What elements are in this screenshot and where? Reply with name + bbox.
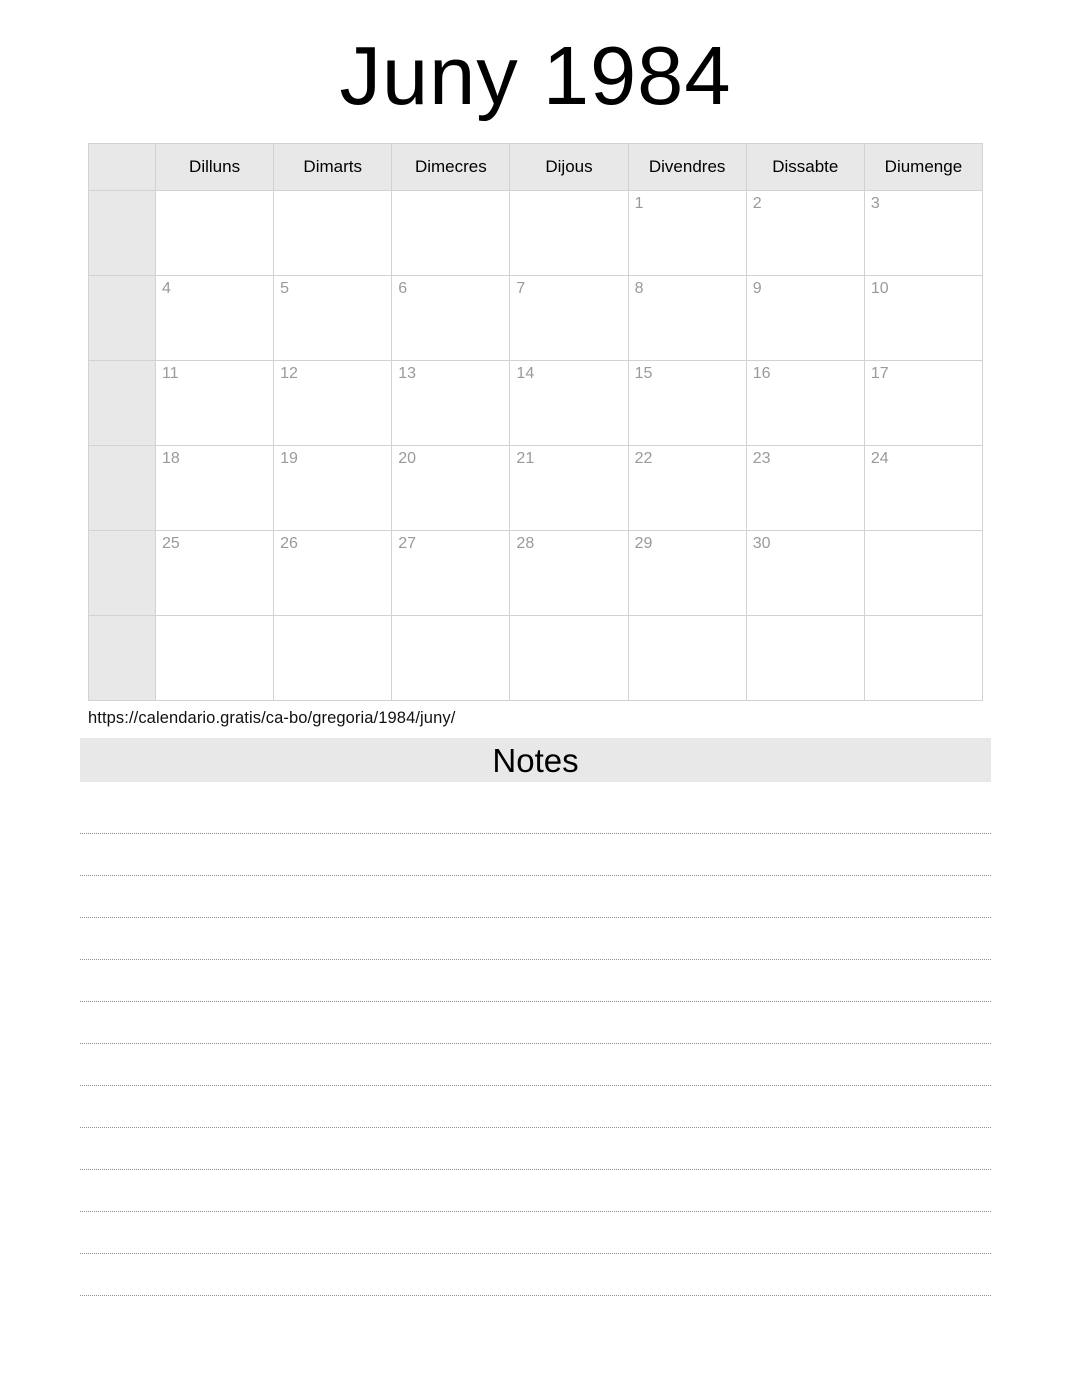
day-number: 14 xyxy=(516,365,535,382)
day-cell[interactable] xyxy=(392,191,510,276)
day-number xyxy=(156,616,273,621)
day-cell[interactable] xyxy=(510,191,628,276)
day-number: 29 xyxy=(634,535,653,552)
week-gutter-header xyxy=(89,144,156,191)
day-cell[interactable] xyxy=(864,616,982,701)
day-number: 27 xyxy=(398,535,417,552)
calendar-table xyxy=(88,143,983,701)
day-number: 13 xyxy=(398,365,417,382)
day-number: 17 xyxy=(870,365,889,382)
day-number xyxy=(156,191,273,196)
day-number: 1 xyxy=(634,195,644,212)
day-cell[interactable] xyxy=(392,616,510,701)
day-cell[interactable] xyxy=(274,191,392,276)
note-line[interactable] xyxy=(80,792,991,834)
day-cell[interactable] xyxy=(156,616,274,701)
day-cell[interactable] xyxy=(864,446,982,531)
day-cell[interactable] xyxy=(864,276,982,361)
day-cell[interactable] xyxy=(628,446,746,531)
day-number: 10 xyxy=(870,280,889,297)
day-cell[interactable] xyxy=(510,276,628,361)
note-line[interactable] xyxy=(80,876,991,918)
day-number: 7 xyxy=(516,280,526,297)
day-cell[interactable] xyxy=(392,531,510,616)
day-cell[interactable] xyxy=(746,361,864,446)
day-cell[interactable] xyxy=(628,276,746,361)
note-line[interactable] xyxy=(80,1212,991,1254)
day-number: 16 xyxy=(752,365,771,382)
day-number: 15 xyxy=(634,365,653,382)
day-cell[interactable] xyxy=(274,616,392,701)
day-cell[interactable] xyxy=(274,446,392,531)
day-number: 3 xyxy=(870,195,880,212)
notes-section-header xyxy=(80,738,991,782)
day-number: 18 xyxy=(162,450,180,467)
notes-title: Notes xyxy=(492,741,579,779)
day-number: 19 xyxy=(280,450,298,467)
day-number: 6 xyxy=(398,280,408,297)
day-number xyxy=(274,616,391,621)
day-number: 30 xyxy=(752,535,771,552)
day-cell[interactable] xyxy=(746,616,864,701)
day-number: 20 xyxy=(398,450,417,467)
calendar-week-row xyxy=(89,531,983,616)
calendar-container xyxy=(88,143,983,701)
note-line[interactable] xyxy=(80,918,991,960)
day-cell[interactable] xyxy=(392,361,510,446)
weekday-header-tuesday: Dimarts xyxy=(274,144,392,191)
day-number xyxy=(510,191,627,196)
day-number: 21 xyxy=(516,450,535,467)
note-line[interactable] xyxy=(80,1086,991,1128)
note-line[interactable] xyxy=(80,960,991,1002)
notes-lines xyxy=(80,782,991,1296)
calendar-week-row xyxy=(89,276,983,361)
weekday-header-wednesday: Dimecres xyxy=(392,144,510,191)
day-cell[interactable] xyxy=(274,361,392,446)
day-number: 12 xyxy=(280,365,298,382)
day-number xyxy=(510,616,627,621)
day-number xyxy=(392,191,509,196)
day-cell[interactable] xyxy=(746,446,864,531)
note-line[interactable] xyxy=(80,1254,991,1296)
note-line[interactable] xyxy=(80,834,991,876)
day-number: 4 xyxy=(162,280,171,297)
day-cell[interactable] xyxy=(864,531,982,616)
day-number: 11 xyxy=(162,365,179,382)
note-line[interactable] xyxy=(80,1170,991,1212)
day-number xyxy=(747,616,864,621)
weekday-header-saturday: Dissabte xyxy=(746,144,864,191)
day-number xyxy=(392,616,509,621)
day-cell[interactable] xyxy=(628,191,746,276)
day-number: 25 xyxy=(162,535,180,552)
day-cell[interactable] xyxy=(392,276,510,361)
day-number xyxy=(865,531,982,536)
day-number: 9 xyxy=(752,280,762,297)
note-line[interactable] xyxy=(80,1044,991,1086)
weekday-header-monday: Dilluns xyxy=(156,144,274,191)
day-cell[interactable] xyxy=(156,191,274,276)
calendar-week-row xyxy=(89,361,983,446)
day-cell[interactable] xyxy=(156,531,274,616)
day-cell[interactable] xyxy=(510,616,628,701)
day-number: 24 xyxy=(870,450,889,467)
weekday-header-friday: Divendres xyxy=(628,144,746,191)
day-cell[interactable] xyxy=(746,191,864,276)
day-cell[interactable] xyxy=(746,276,864,361)
day-cell[interactable] xyxy=(510,361,628,446)
day-number: 5 xyxy=(280,280,290,297)
day-number: 28 xyxy=(516,535,535,552)
note-line[interactable] xyxy=(80,1128,991,1170)
day-cell[interactable] xyxy=(628,361,746,446)
page-title: Juny 1984 xyxy=(339,29,732,122)
weekday-header-thursday: Dijous xyxy=(510,144,628,191)
day-number xyxy=(865,616,982,621)
day-number: 23 xyxy=(752,450,771,467)
day-number: 22 xyxy=(634,450,653,467)
source-url[interactable]: https://calendario.gratis/ca-bo/gregoria/1984/juny/ xyxy=(88,709,456,727)
day-cell[interactable] xyxy=(864,191,982,276)
week-gutter-cell xyxy=(89,446,156,531)
day-cell[interactable] xyxy=(156,361,274,446)
day-cell[interactable] xyxy=(628,616,746,701)
day-cell[interactable] xyxy=(510,531,628,616)
day-cell[interactable] xyxy=(392,446,510,531)
calendar-header-row xyxy=(89,144,983,191)
day-number xyxy=(274,191,391,196)
week-gutter-cell xyxy=(89,361,156,446)
day-number: 26 xyxy=(280,535,298,552)
week-gutter-cell xyxy=(89,276,156,361)
calendar-week-row xyxy=(89,446,983,531)
weekday-header-sunday: Diumenge xyxy=(864,144,982,191)
week-gutter-cell xyxy=(89,531,156,616)
day-cell[interactable] xyxy=(628,531,746,616)
day-cell[interactable] xyxy=(156,276,274,361)
day-number: 2 xyxy=(752,195,762,212)
note-line[interactable] xyxy=(80,1002,991,1044)
day-number xyxy=(629,616,746,621)
day-cell[interactable] xyxy=(156,446,274,531)
week-gutter-cell xyxy=(89,616,156,701)
day-cell[interactable] xyxy=(274,531,392,616)
day-cell[interactable] xyxy=(746,531,864,616)
calendar-week-row xyxy=(89,616,983,701)
day-number: 8 xyxy=(634,280,644,297)
day-cell[interactable] xyxy=(510,446,628,531)
day-cell[interactable] xyxy=(274,276,392,361)
day-cell[interactable] xyxy=(864,361,982,446)
calendar-week-row xyxy=(89,191,983,276)
week-gutter-cell xyxy=(89,191,156,276)
